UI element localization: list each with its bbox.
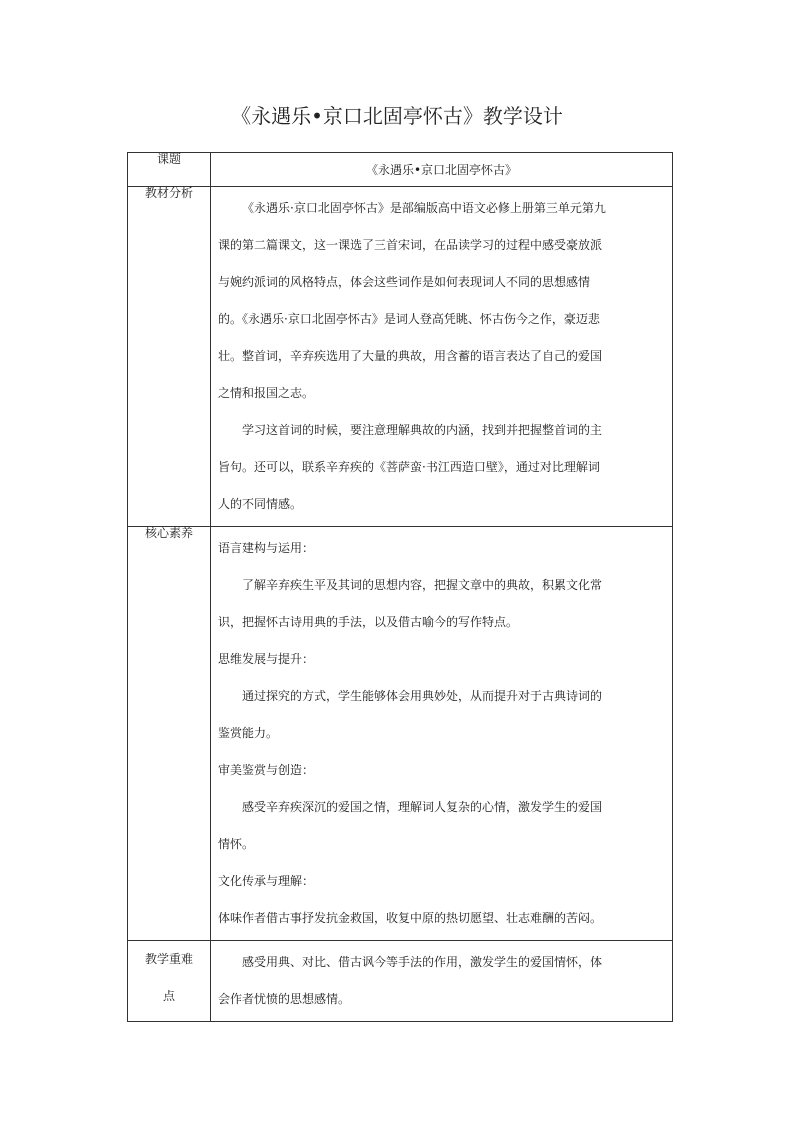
paragraph-line: 了解辛弃疾生平及其词的思想内容，把握文章中的典故，积累文化常 bbox=[242, 578, 603, 592]
paragraph-line: 壮。整首词，辛弃疾选用了大量的典故，用含蓄的语言表达了自己的爱国 bbox=[218, 349, 603, 363]
focus-row bbox=[128, 941, 673, 1022]
paragraph-line: 课的第二篇课文，这一课选了三首宋词，在品读学习的过程中感受豪放派 bbox=[218, 238, 603, 252]
paragraph-line: 《永遇乐·京口北固亭怀古》是部编版高中语文必修上册第三单元第九 bbox=[242, 201, 606, 215]
paragraph-line: 与婉约派词的风格特点，体会这些词作是如何表现词人不同的思想感情 bbox=[218, 275, 591, 289]
focus-label-line: 教学重难 bbox=[144, 952, 193, 966]
paragraph-line: 情怀。 bbox=[218, 837, 255, 851]
paragraph-line: 体味作者借古事抒发抗金救国，收复中原的热切愿望、壮志难酬的苦闷。 bbox=[218, 911, 603, 925]
material-row bbox=[128, 187, 673, 527]
paragraph-line: 会作者忧愤的思想感情。 bbox=[218, 992, 351, 1006]
paragraph-line: 识，把握怀古诗用典的手法，以及借古喻今的写作特点。 bbox=[218, 615, 519, 629]
focus-label-line: 点 bbox=[162, 989, 175, 1003]
paragraph-line: 的。《永遇乐·京口北固亭怀古》是词人登高凭眺、怀古伤今之作，豪迈悲 bbox=[218, 312, 600, 326]
paragraph-line: 感受用典、对比、借古讽今等手法的作用，激发学生的爱国情怀，体 bbox=[242, 955, 603, 969]
section-heading: 思维发展与提升： bbox=[218, 652, 315, 666]
paragraph-line: 之情和报国之志。 bbox=[218, 386, 315, 400]
literacy-content bbox=[211, 527, 673, 941]
section-heading: 文化传承与理解： bbox=[218, 874, 315, 888]
material-content bbox=[211, 187, 673, 527]
material-label: 教材分析 bbox=[128, 187, 211, 527]
paragraph-line: 人的不同情感。 bbox=[218, 497, 303, 511]
paragraph-line: 通过探究的方式，学生能够体会用典妙处，从而提升对于古典诗词的 bbox=[242, 689, 603, 703]
lesson-plan-table bbox=[127, 152, 673, 1022]
document-title: 《永遇乐•京口北固亭怀古》教学设计 bbox=[231, 104, 563, 128]
paragraph-line: 感受辛弃疾深沉的爱国之情，理解词人复杂的心情，激发学生的爱国 bbox=[242, 800, 603, 814]
focus-content bbox=[211, 941, 673, 1022]
section-heading: 审美鉴赏与创造： bbox=[218, 763, 315, 777]
paragraph-line: 鉴赏能力。 bbox=[218, 726, 279, 740]
topic-label: 课题 bbox=[128, 153, 211, 187]
literacy-row bbox=[128, 527, 673, 941]
topic-row bbox=[128, 153, 673, 187]
paragraph-line: 学习这首词的时候，要注意理解典故的内涵，找到并把握整首词的主 bbox=[242, 423, 603, 437]
literacy-label: 核心素养 bbox=[128, 527, 211, 941]
topic-value: 《永遇乐•京口北固亭怀古》 bbox=[211, 153, 673, 187]
focus-label bbox=[128, 941, 211, 1022]
section-heading: 语言建构与运用： bbox=[218, 541, 315, 555]
paragraph-line: 旨句。还可以，联系辛弃疾的《菩萨蛮·书江西造口壁》，通过对比理解词 bbox=[218, 460, 600, 474]
